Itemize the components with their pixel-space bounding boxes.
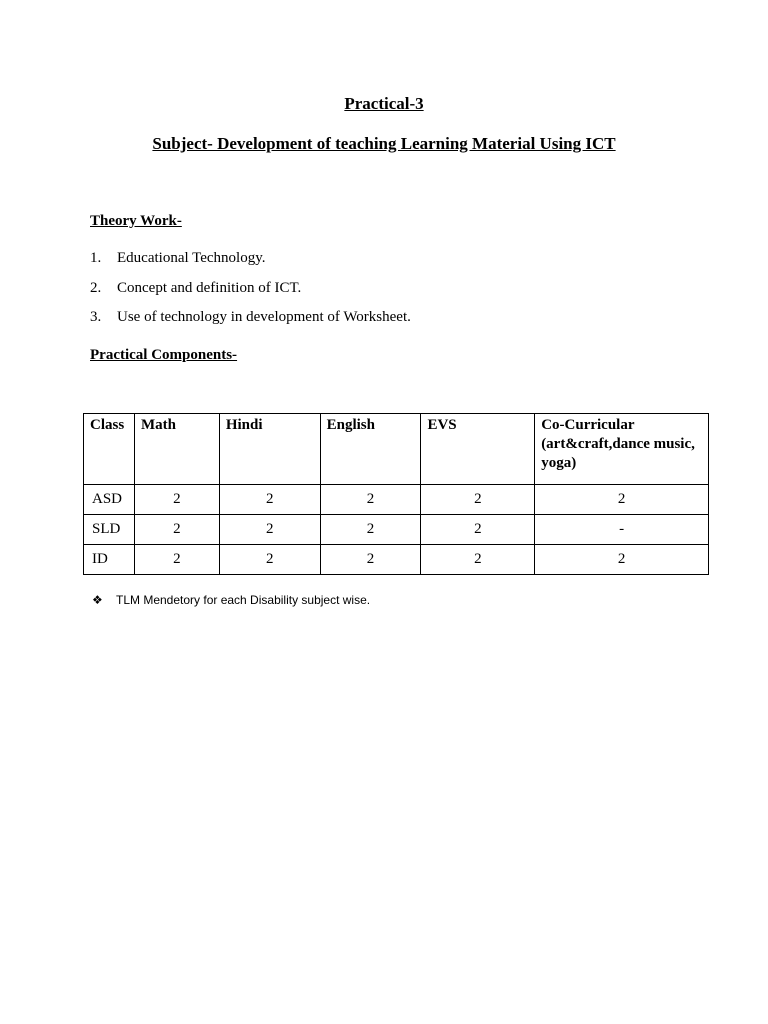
list-item: [90, 309, 411, 339]
table-cell: 2: [535, 485, 709, 515]
column-header: Class: [84, 414, 135, 485]
list-item-text: Educational Technology.: [117, 250, 266, 266]
table-cell: SLD: [84, 515, 135, 545]
column-header: Hindi: [219, 414, 320, 485]
list-item-number: 2.: [90, 279, 102, 296]
column-header: English: [320, 414, 421, 485]
theory-list: [90, 250, 411, 339]
table-header-row: [84, 414, 709, 485]
list-item-number: 3.: [90, 309, 102, 325]
table-row: [84, 545, 709, 575]
diamond-bullet-icon: ❖: [92, 593, 103, 607]
table-cell: 2: [134, 515, 219, 545]
table-cell: -: [535, 515, 709, 545]
table-row: [84, 515, 709, 545]
table-cell: 2: [134, 485, 219, 515]
list-item-text: Concept and definition of ICT.: [117, 279, 302, 296]
list-item-number: 1.: [90, 250, 102, 266]
subject-heading: Subject- Development of teaching Learning Material Using ICT: [152, 134, 616, 153]
table-cell: 2: [421, 545, 535, 575]
table-cell: 2: [421, 515, 535, 545]
table-cell: 2: [535, 545, 709, 575]
practical-components-table: [83, 413, 709, 575]
table-row: [84, 485, 709, 515]
page-title: Practical-3: [344, 94, 424, 113]
column-header: Math: [134, 414, 219, 485]
list-item: [90, 250, 411, 280]
table-cell: ASD: [84, 485, 135, 515]
column-header: Co-Curricular (art&craft,dance music, yoga): [535, 414, 709, 485]
table-cell: 2: [421, 485, 535, 515]
table-cell: 2: [219, 545, 320, 575]
table-cell: 2: [219, 485, 320, 515]
table-cell: ID: [84, 545, 135, 575]
list-item: [90, 280, 411, 310]
list-item-text: Use of technology in development of Worksheet.: [117, 309, 411, 325]
practical-components-heading: Practical Components-: [90, 347, 238, 363]
note-line: [92, 593, 370, 607]
table-cell: 2: [320, 515, 421, 545]
note-text: TLM Mendetory for each Disability subject wise.: [116, 593, 371, 607]
column-header: EVS: [421, 414, 535, 485]
table-cell: 2: [134, 545, 219, 575]
theory-work-heading: Theory Work-: [90, 213, 182, 229]
table-cell: 2: [320, 485, 421, 515]
table-cell: 2: [320, 545, 421, 575]
table-cell: 2: [219, 515, 320, 545]
